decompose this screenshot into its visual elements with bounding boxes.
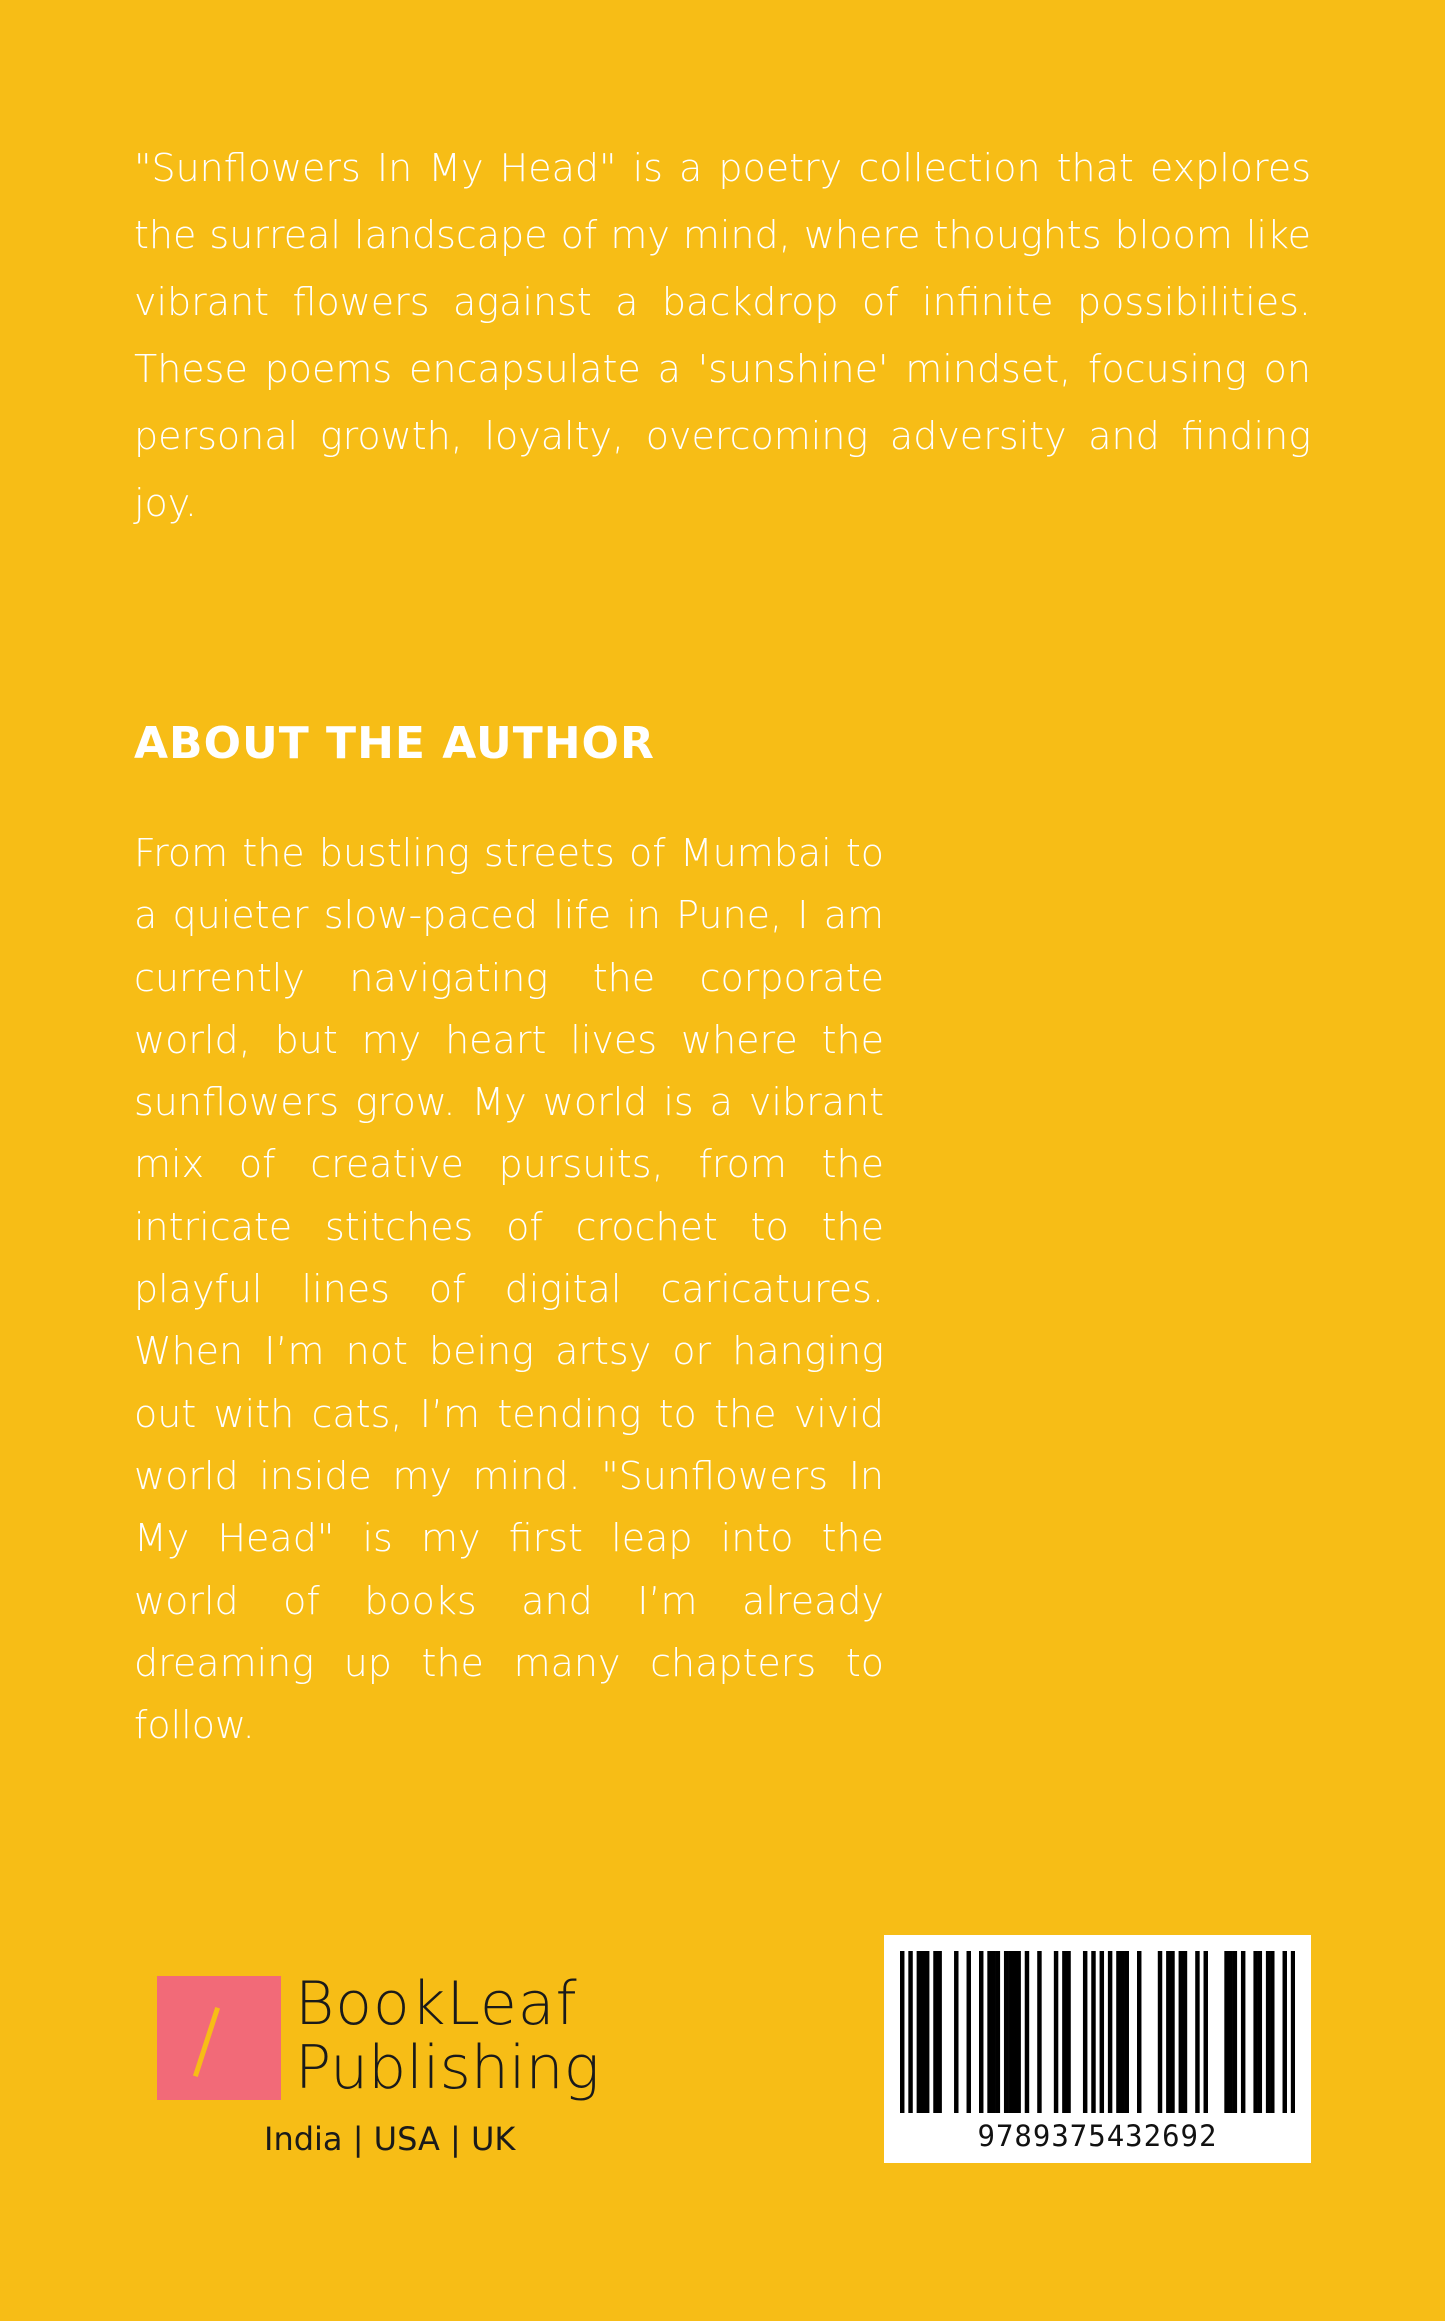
- barcode-bar: [1283, 1951, 1287, 2113]
- barcode-bar: [1258, 1951, 1262, 2113]
- barcode-bar: [1116, 1951, 1120, 2113]
- barcode-bar: [1054, 1951, 1058, 2113]
- barcode-bar: [1195, 1951, 1199, 2113]
- barcode-bar: [917, 1951, 921, 2113]
- barcode-bar: [1266, 1951, 1270, 2113]
- publisher-logo-mark: [157, 1976, 281, 2100]
- barcode-bar: [1120, 1951, 1124, 2113]
- barcode-bar: [1012, 1951, 1016, 2113]
- barcode-bar: [954, 1951, 958, 2113]
- isbn-number: 9789375432692: [977, 2119, 1218, 2153]
- book-blurb: "Sunflowers In My Head" is a poetry collection that explores the surreal landscape of my mind, where thoughts bloom like vibrant flowers against a backdrop of infinite possibilities. These poems encapsulate a 'sunshine' mindset, focusing on personal growth, loyalty, overcoming adversity and finding joy.: [134, 146, 1311, 525]
- publisher-regions: India | USA | UK: [264, 2120, 516, 2158]
- publisher-logo: [157, 1969, 617, 2172]
- barcode-bar: [991, 1951, 995, 2113]
- barcode-bar: [1170, 1951, 1174, 2113]
- barcode-bar: [1158, 1951, 1162, 2113]
- barcode-bars: [900, 1951, 1295, 2113]
- barcode-bar: [1204, 1951, 1208, 2113]
- barcode-bar: [1253, 1951, 1257, 2113]
- about-author-heading: ABOUT THE AUTHOR: [134, 718, 655, 769]
- barcode-bar: [1025, 1951, 1029, 2113]
- barcode-bar: [1100, 1951, 1104, 2113]
- publisher-name-line1: BookLeaf: [295, 1969, 578, 2039]
- barcode-bar: [1137, 1951, 1141, 2113]
- barcode-bar: [1224, 1951, 1228, 2113]
- isbn-barcode: [884, 1935, 1311, 2163]
- barcode-bar: [996, 1951, 1000, 2113]
- barcode-bar: [979, 1951, 983, 2113]
- barcode-bar: [987, 1951, 991, 2113]
- publisher-name-line2: Publishing: [295, 2033, 600, 2103]
- barcode-bar: [1270, 1951, 1274, 2113]
- barcode-bar: [1091, 1951, 1095, 2113]
- barcode-bar: [1083, 1951, 1087, 2113]
- barcode-bar: [937, 1951, 941, 2113]
- barcode-bar: [1183, 1951, 1187, 2113]
- barcode-bar: [1004, 1951, 1008, 2113]
- slash-icon: [193, 2007, 220, 2077]
- barcode-bar: [1179, 1951, 1183, 2113]
- barcode-bar: [1166, 1951, 1170, 2113]
- barcode-bar: [1233, 1951, 1237, 2113]
- barcode-bar: [1291, 1951, 1295, 2113]
- barcode-bar: [1037, 1951, 1041, 2113]
- barcode-bar: [1241, 1951, 1245, 2113]
- barcode-bar: [1062, 1951, 1066, 2113]
- barcode-bar: [925, 1951, 929, 2113]
- barcode-bar: [1228, 1951, 1232, 2113]
- barcode-bar: [1008, 1951, 1012, 2113]
- barcode-bar: [1066, 1951, 1070, 2113]
- barcode-bar: [933, 1951, 937, 2113]
- barcode-bar: [1108, 1951, 1112, 2113]
- barcode-bar: [1125, 1951, 1129, 2113]
- barcode-bar: [1016, 1951, 1020, 2113]
- barcode-bar: [967, 1951, 971, 2113]
- barcode-bar: [908, 1951, 912, 2113]
- barcode-bar: [900, 1951, 904, 2113]
- author-bio: From the bustling streets of Mumbai to a quieter slow-paced life in Pune, I am currently navigating the corporate world, but my heart lives where the sunflowers grow. My world is a vibrant mix of creative pursuits, from the intricate stitches of crochet to the playful lines of digital caricatures. When I’m not being artsy or hanging out with cats, I’m tending to the vivid world inside my mind. "Sunflowers In My Head" is my first leap into the world of books and I’m already dreaming up the many chapters to follow.: [134, 831, 884, 1748]
- barcode-bar: [921, 1951, 925, 2113]
